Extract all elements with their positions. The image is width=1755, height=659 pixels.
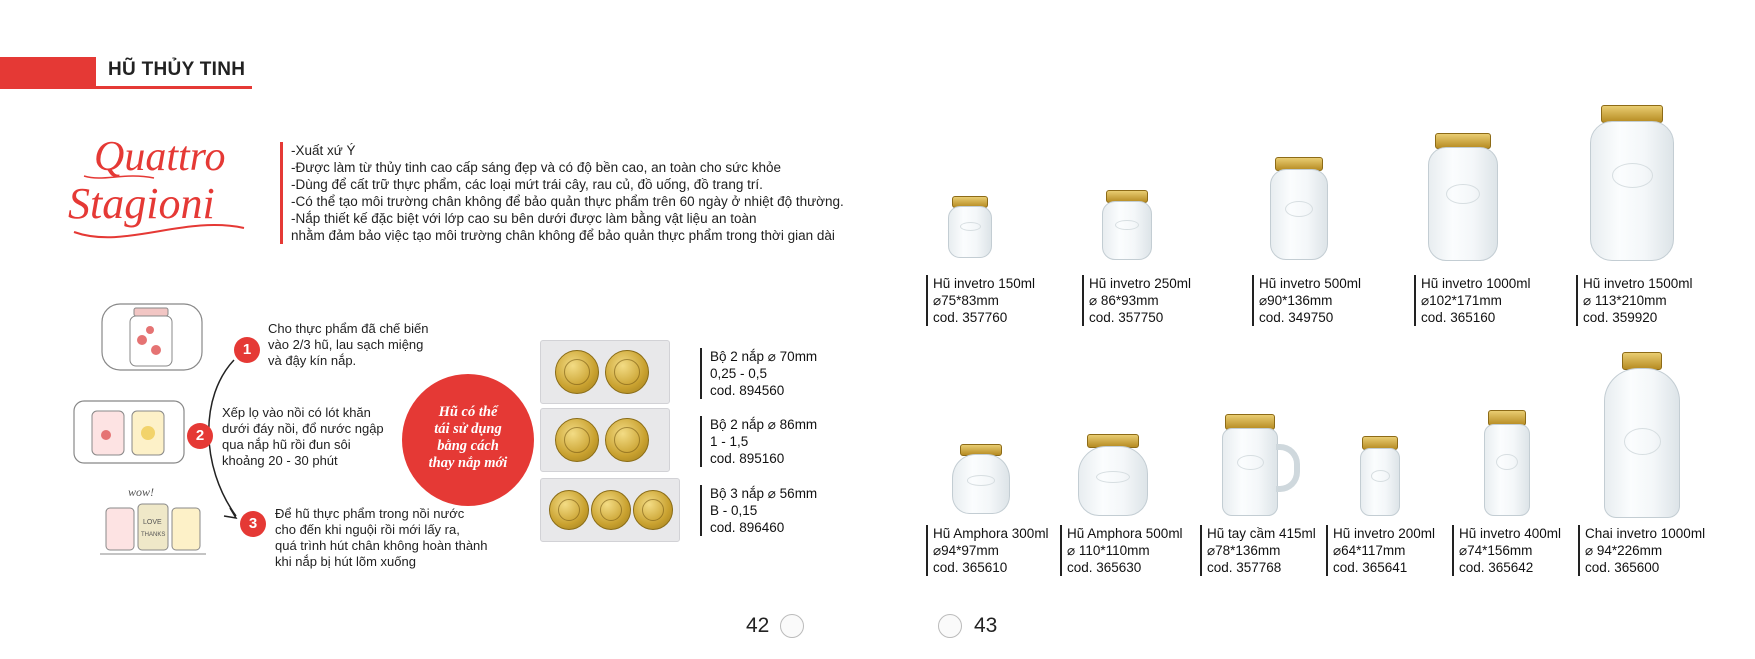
product-name: Hũ invetro 200ml: [1333, 526, 1436, 541]
page-title: HŨ THỦY TINH: [108, 59, 246, 80]
product-size: ⌀102*171mm: [1421, 293, 1502, 308]
product-name: Hũ Amphora 500ml: [1067, 526, 1183, 541]
product-size: ⌀75*83mm: [933, 293, 999, 308]
product-caption: [1060, 525, 1183, 576]
product-size: ⌀78*136mm: [1207, 543, 1281, 558]
step-line: Để hũ thực phẩm trong nồi nước: [275, 506, 465, 521]
header-accent-bar: [0, 57, 96, 89]
feature-item: nhằm đảm bảo việc tạo môi trường chân không để bảo quản thực phẩm trong thời gian dài: [291, 228, 835, 243]
step-line: dưới đáy nồi, đổ nước ngập: [222, 421, 384, 436]
step-3-text: [275, 506, 488, 570]
product-size: ⌀90*136mm: [1259, 293, 1333, 308]
product-code: cod. 349750: [1259, 310, 1334, 325]
jar-handle-image: [1276, 444, 1300, 492]
illustration-love-text: LOVE: [143, 519, 162, 526]
lid-set-name: Bộ 3 nắp ⌀ 56mm: [710, 486, 818, 501]
product-size: ⌀94*97mm: [933, 543, 999, 558]
brand-seal-icon: [938, 614, 962, 638]
header-underline: [96, 86, 252, 89]
product-caption: [1326, 525, 1435, 576]
lid-set-info: [700, 485, 817, 536]
badge-line: bằng cách: [437, 438, 499, 454]
product-caption: [1578, 525, 1705, 576]
step-1-text: [268, 321, 428, 369]
product-caption: [926, 275, 1035, 326]
jar-invetro-1500-image: [1590, 105, 1674, 261]
step-2-text: [222, 405, 384, 469]
feature-item: -Xuất xứ Ý: [291, 143, 356, 158]
jar-invetro-500-image: [1270, 157, 1328, 260]
product-size: ⌀ 86*93mm: [1089, 293, 1159, 308]
step-line: Cho thực phẩm đã chế biến: [268, 321, 429, 336]
finished-jars-illustration: [98, 484, 208, 564]
product-code: cod. 365600: [1585, 560, 1660, 575]
brand-logo-line1: Quattro: [94, 134, 226, 180]
lid-set-code: cod. 896460: [710, 520, 785, 535]
product-code: cod. 365642: [1459, 560, 1534, 575]
lid-set-code: cod. 894560: [710, 383, 785, 398]
feature-item: -Có thể tạo môi trường chân không để bảo quản thực phẩm trên 60 ngày ở nhiệt độ thường.: [291, 194, 844, 209]
product-name: Hũ invetro 250ml: [1089, 276, 1192, 291]
step-line: khi nắp bị hút lõm xuống: [275, 554, 416, 569]
product-caption: [1252, 275, 1361, 326]
feature-item: -Dùng để cất trữ thực phẩm, các loại mứt trái cây, rau củ, đồ uống, đồ trang trí.: [291, 177, 763, 192]
step-line: Xếp lọ vào nồi có lót khăn: [222, 405, 371, 420]
product-size: ⌀ 113*210mm: [1583, 293, 1667, 308]
product-size: ⌀ 94*226mm: [1585, 543, 1663, 558]
product-code: cod. 365630: [1067, 560, 1142, 575]
product-code: cod. 359920: [1583, 310, 1658, 325]
lid-set-name: Bộ 2 nắp ⌀ 86mm: [710, 417, 818, 432]
lid-pack-image: [540, 340, 670, 404]
pot-boiling-illustration: [70, 393, 190, 469]
lid-icon: [591, 490, 631, 530]
product-name: Hũ invetro 1500ml: [1583, 276, 1693, 291]
illustration-wow-text: wow!: [128, 485, 155, 499]
product-code: cod. 365641: [1333, 560, 1408, 575]
step-line: và đậy kín nắp.: [268, 353, 357, 368]
product-name: Hũ tay cầm 415ml: [1207, 526, 1316, 541]
product-code: cod. 365160: [1421, 310, 1496, 325]
lid-set-name: Bộ 2 nắp ⌀ 70mm: [710, 349, 818, 364]
product-code: cod. 365610: [933, 560, 1008, 575]
lid-pack-image: [540, 408, 670, 472]
lid-set-capacity: 0,25 - 0,5: [710, 366, 768, 381]
illustration-thanks-text: THANKS: [141, 532, 166, 538]
jar-invetro-200-image: [1360, 436, 1400, 516]
jar-amphora-300-image: [952, 444, 1010, 514]
brand-logo-line2: Stagioni: [68, 179, 215, 228]
bottle-invetro-1000-image: [1604, 352, 1680, 518]
step-line: vào 2/3 hũ, lau sạch miệng: [268, 337, 424, 352]
brand-logo: [64, 120, 254, 250]
jar-invetro-400-image: [1484, 410, 1530, 516]
step-2-badge: 2: [187, 423, 213, 449]
step-line: khoảng 20 - 30 phút: [222, 453, 338, 468]
product-name: Hũ invetro 400ml: [1459, 526, 1562, 541]
product-name: Chai invetro 1000ml: [1585, 526, 1706, 541]
product-caption: [1200, 525, 1316, 576]
product-code: cod. 357760: [933, 310, 1008, 325]
feature-item: -Nắp thiết kế đặc biệt với lớp cao su bên dưới được làm bằng vật liệu an toàn: [291, 211, 757, 226]
page-number-right: 43: [974, 614, 998, 637]
lid-set-capacity: B - 0,15: [710, 503, 758, 518]
step-line: qua nắp hũ rồi đun sôi: [222, 437, 351, 452]
lid-set-capacity: 1 - 1,5: [710, 434, 749, 449]
product-size: ⌀ 110*110mm: [1067, 543, 1150, 558]
step-3-badge: 3: [240, 511, 266, 537]
product-caption: [1082, 275, 1191, 326]
feature-list: [280, 142, 844, 244]
lid-set-info: [700, 416, 817, 467]
brand-seal-icon: [780, 614, 804, 638]
product-size: ⌀64*117mm: [1333, 543, 1406, 558]
product-name: Hũ invetro 1000ml: [1421, 276, 1531, 291]
lid-icon: [605, 418, 649, 462]
feature-item: -Được làm từ thủy tinh cao cấp sáng đẹp và có độ bền cao, an toàn cho sức khỏe: [291, 160, 781, 175]
product-code: cod. 357750: [1089, 310, 1164, 325]
step-line: cho đến khi nguội rồi mới lấy ra,: [275, 522, 460, 537]
lid-set-info: [700, 348, 817, 399]
lid-icon: [555, 350, 599, 394]
product-caption: [1576, 275, 1693, 326]
lid-icon: [555, 418, 599, 462]
badge-line: thay nắp mới: [428, 455, 508, 471]
step-1-badge: 1: [234, 337, 260, 363]
jar-amphora-500-image: [1078, 434, 1148, 516]
lid-set-code: cod. 895160: [710, 451, 785, 466]
product-name: Hũ invetro 500ml: [1259, 276, 1362, 291]
product-name: Hũ invetro 150ml: [933, 276, 1036, 291]
jar-invetro-250-image: [1102, 190, 1152, 260]
product-size: ⌀74*156mm: [1459, 543, 1533, 558]
jar-filling-illustration: [98, 300, 208, 374]
badge-line: Hũ có thể: [438, 404, 498, 420]
reuse-badge: [402, 374, 534, 506]
product-caption: [1414, 275, 1531, 326]
lid-icon: [605, 350, 649, 394]
lid-icon: [633, 490, 673, 530]
product-caption: [1452, 525, 1561, 576]
page-number-left: 42: [746, 614, 770, 637]
product-caption: [926, 525, 1049, 576]
jar-invetro-150-image: [948, 196, 992, 258]
jar-invetro-1000-image: [1428, 133, 1498, 261]
step-line: quá trình hút chân không hoàn thành: [275, 538, 488, 553]
lid-icon: [549, 490, 589, 530]
lid-pack-image: [540, 478, 680, 542]
badge-line: tái sử dụng: [434, 421, 502, 437]
product-name: Hũ Amphora 300ml: [933, 526, 1049, 541]
jar-handle-415-image: [1222, 414, 1278, 516]
product-code: cod. 357768: [1207, 560, 1282, 575]
